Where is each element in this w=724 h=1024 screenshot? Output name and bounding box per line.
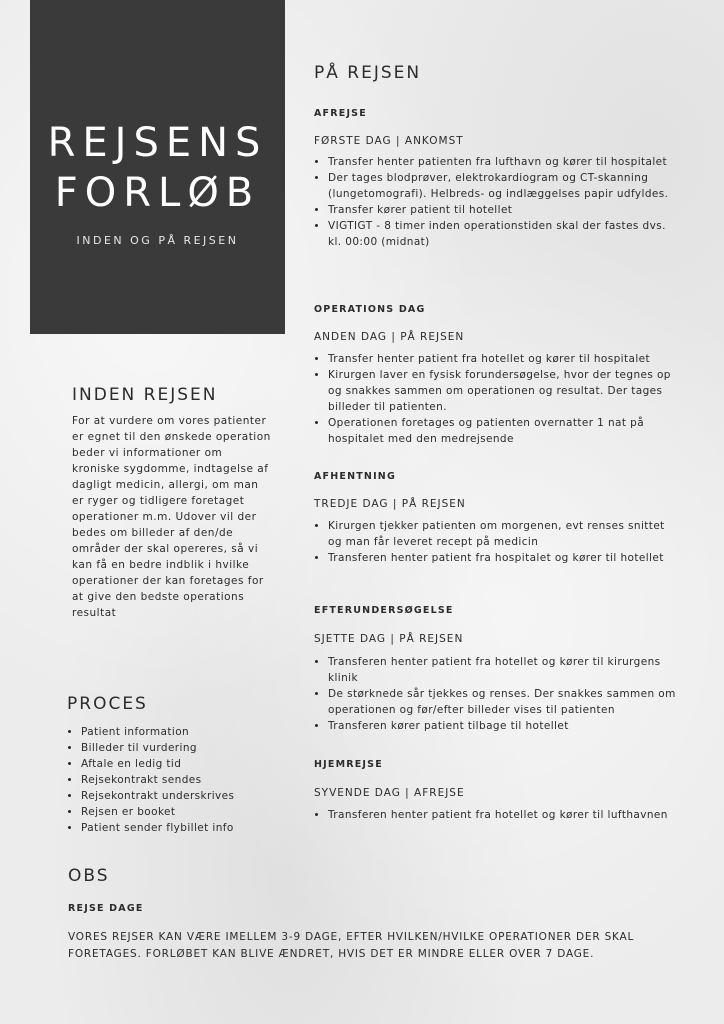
list-item: • Billeder til vurdering xyxy=(81,740,301,756)
heading-paa-rejsen: PÅ REJSEN xyxy=(314,63,422,83)
section-label-afrejse: AFREJSE xyxy=(314,108,367,119)
list-hjemrejse xyxy=(314,807,678,823)
list-item: • Transferen henter patient fra hotellet og kører til kirurgens klinik xyxy=(328,654,678,686)
list-item: • Transferen henter patient fra hospitalet og kører til hotellet xyxy=(328,550,678,566)
obs-label: REJSE DAGE xyxy=(68,903,144,914)
obs-text: VORES REJSER KAN VÆRE IMELLEM 3-9 DAGE, EFTER HVILKEN/HVILKE OPERATIONER DER SKAL FORETAGES. FORLØBET KAN BLIVE ÆNDRET, HVIS DET ER MINDRE ELLER OVER 7 DAGE. xyxy=(68,931,635,960)
list-afrejse xyxy=(314,154,678,250)
list-item: • Kirurgen laver en fysisk forundersøgelse, hvor der tegnes op og snakkes sammen om operationen og resultat. Der tages billeder til patienten. xyxy=(328,367,678,415)
list-item: • Transfer henter patient fra hotellet og kører til hospitalet xyxy=(328,351,678,367)
list-item: • De størknede sår tjekkes og renses. Der snakkes sammen om operationen og før/efter billeder vises til patienten xyxy=(328,686,678,718)
section-label-afhentning: AFHENTNING xyxy=(314,471,396,482)
list-item: • Patient information xyxy=(81,724,301,740)
title-line-2: FORLØB xyxy=(54,170,261,216)
inden-rejsen-text: For at vurdere om vores patienter er egnet til den ønskede operation beder vi informationer om kroniske sygdomme, indtagelse af dagligt medicin, allergi, om man er ryger og tidligere foretaget operationer m.m. Udover vil der bedes om billeder af den/de områder der skal opereres, så vi kan få en bedre indblik i hvilke operationer der kan foretages for at give den bedste operations resultat xyxy=(72,415,271,619)
list-item: • Transfer henter patienten fra lufthavn og kører til hospitalet xyxy=(328,154,678,170)
title-line-1: REJSENS xyxy=(47,120,268,166)
proces-list xyxy=(67,724,301,836)
title-block xyxy=(30,0,285,334)
list-operations-dag xyxy=(314,351,678,447)
list-item: • Der tages blodprøver, elektrokardiogram og CT-skanning (lungetomografi). Helbreds- og indlæggelses papir udfyldes. xyxy=(328,170,678,202)
list-item: • Operationen foretages og patienten overnatter 1 nat på hospitalet med den medrejsende xyxy=(328,415,678,447)
section-label-operations-dag: OPERATIONS DAG xyxy=(314,304,426,315)
section-label-hjemrejse: HJEMREJSE xyxy=(314,759,383,770)
list-afhentning xyxy=(314,518,678,566)
list-item: • Transferen henter patient fra hotellet og kører til lufthavnen xyxy=(328,807,678,823)
list-item: • VIGTIGT - 8 timer inden operationstiden skal der fastes dvs. kl. 00:00 (midnat) xyxy=(328,218,678,250)
list-item: • Aftale en ledig tid xyxy=(81,756,301,772)
section-sub-hjemrejse: SYVENDE DAG | AFREJSE xyxy=(314,787,465,799)
list-item: • Transfer kører patient til hotellet xyxy=(328,202,678,218)
heading-inden-rejsen: INDEN REJSEN xyxy=(72,385,218,405)
list-item: • Rejsekontrakt underskrives xyxy=(81,788,301,804)
heading-obs: OBS xyxy=(68,866,110,886)
section-sub-efterundersogelse: SJETTE DAG | PÅ REJSEN xyxy=(314,633,464,645)
heading-proces: PROCES xyxy=(67,694,148,714)
list-item: • Patient sender flybillet info xyxy=(81,820,301,836)
list-item: • Rejsekontrakt sendes xyxy=(81,772,301,788)
section-sub-afrejse: FØRSTE DAG | ANKOMST xyxy=(314,135,464,147)
list-item: • Transferen kører patient tilbage til hotellet xyxy=(328,718,678,734)
section-sub-afhentning: TREDJE DAG | PÅ REJSEN xyxy=(314,498,466,510)
section-sub-operations-dag: ANDEN DAG | PÅ REJSEN xyxy=(314,331,465,343)
section-label-efterundersogelse: EFTERUNDERSØGELSE xyxy=(314,605,454,616)
list-item: • Kirurgen tjekker patienten om morgenen, evt renses snittet og man får leveret recept på medicin xyxy=(328,518,678,550)
list-efterundersogelse xyxy=(314,654,678,734)
title-subtitle: INDEN OG PÅ REJSEN xyxy=(76,234,239,247)
list-item: • Rejsen er booket xyxy=(81,804,301,820)
